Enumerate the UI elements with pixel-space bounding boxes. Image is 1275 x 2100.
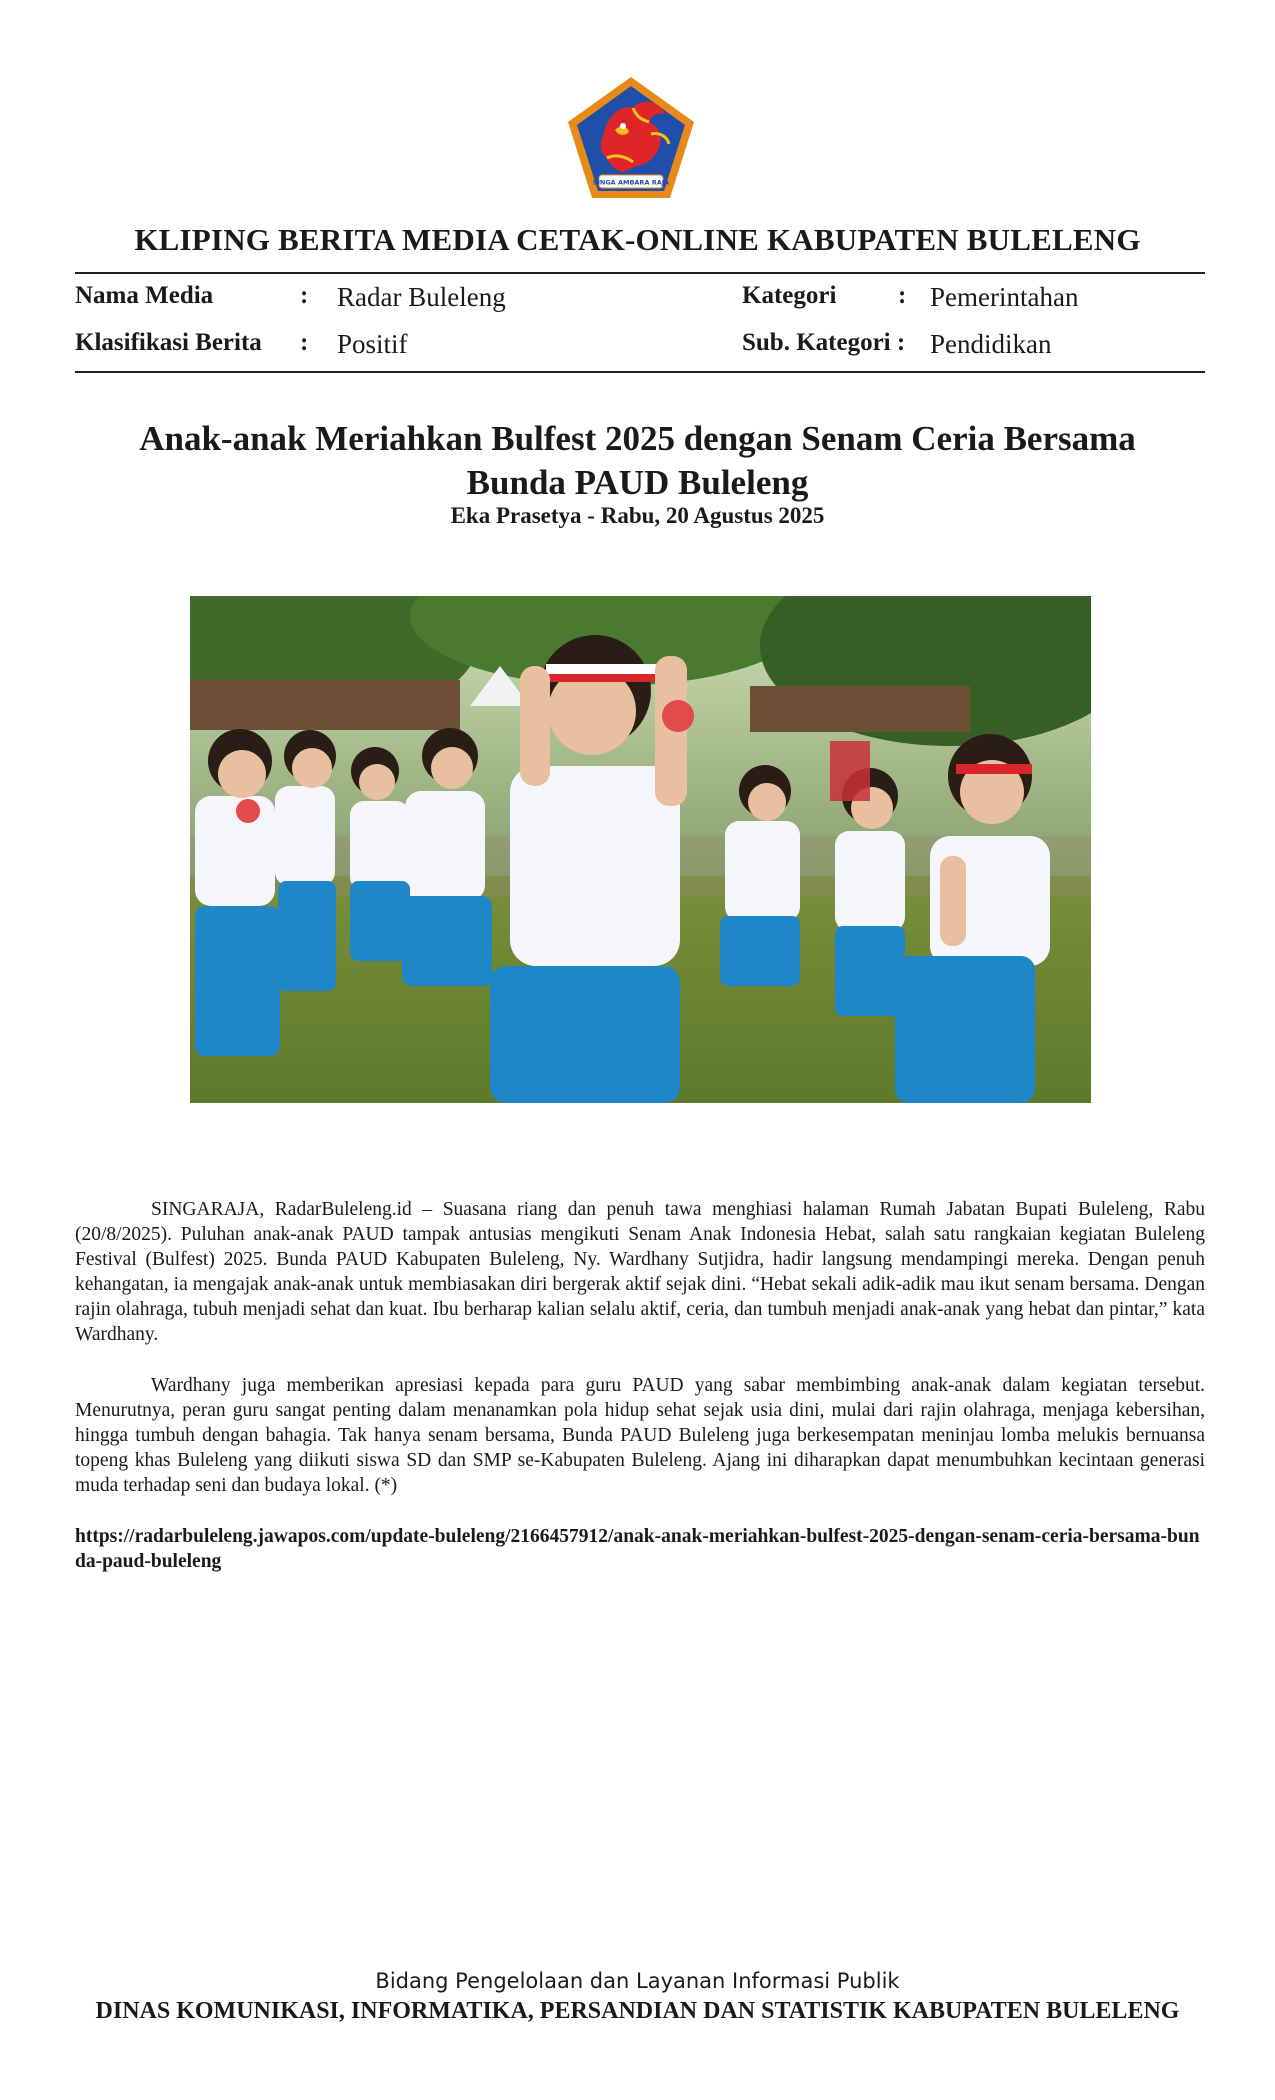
klasifikasi-separator: : — [300, 329, 309, 356]
footer-department: Bidang Pengelolaan dan Layanan Informasi Publik — [375, 1969, 900, 1993]
article-photo — [190, 596, 1091, 1103]
paragraph-1-text: SINGARAJA, RadarBuleleng.id – Suasana riang dan penuh tawa menghiasi halaman Rumah Jabatan Bupati Buleleng, Rabu (20/8/2025). Puluhan anak-anak PAUD tampak antusias mengikuti Senam Anak Indonesia Hebat, salah satu rangkaian kegiatan Buleleng Festival (Bulfest) 2025. Bunda PAUD Kabupaten Buleleng, Ny. Wardhany Sutjidra, hadir langsung mendampingi mereka. Dengan penuh kehangatan, ia mengajak anak-anak untuk membiasakan diri bergerak aktif sejak dini. “Hebat sekali adik-adik mau ikut senam bersama. Dengan rajin olahraga, tubuh menjadi sehat dan kuat. Ibu berharap kalian selalu aktif, ceria, dan tumbuh menjadi anak-anak yang hebat dan pintar,” kata Wardhany. — [75, 1199, 1205, 1345]
article-title-line-2: Bunda PAUD Buleleng — [466, 463, 809, 502]
kategori-label: Kategori — [742, 282, 837, 309]
article-title-line-1: Anak-anak Meriahkan Bulfest 2025 dengan Senam Ceria Bersama — [139, 419, 1136, 458]
kategori-separator: : — [898, 282, 907, 309]
footer-agency: DINAS KOMUNIKASI, INFORMATIKA, PERSANDIAN DAN STATISTIK KABUPATEN BULELENG — [95, 1998, 1180, 2024]
media-value: Radar Buleleng — [337, 282, 506, 312]
top-divider — [75, 272, 1205, 274]
photo-illustration — [190, 596, 1091, 1103]
paragraph-2-text: Wardhany juga memberikan apresiasi kepada para guru PAUD yang sabar membimbing anak-anak dalam kegiatan tersebut. Menurutnya, peran guru sangat penting dalam menanamkan pola hidup sehat sejak usia dini, mulai dari rajin olahraga, menjaga kebersihan, hingga tumbuh dengan bahagia. Tak hanya senam bersama, Bunda PAUD Buleleng juga berkesempatan meninjau lomba melukis bernuansa topeng khas Buleleng yang diikuti siswa SD dan SMP se-Kabupaten Buleleng. Ajang ini diharapkan dapat menumbuhkan kecintaan generasi muda terhadap seni dan budaya lokal. (*) — [75, 1375, 1205, 1496]
meta-divider — [75, 371, 1205, 373]
buleleng-emblem-logo — [563, 74, 699, 202]
emblem-caption: SINGA AMBARA RAJA — [592, 178, 670, 187]
article-byline: Eka Prasetya - Rabu, 20 Agustus 2025 — [450, 503, 825, 528]
kategori-value: Pemerintahan — [930, 282, 1079, 312]
article-title — [100, 417, 1175, 505]
subkategori-value: Pendidikan — [930, 329, 1052, 359]
article-paragraph-2 — [75, 1373, 1205, 1498]
document-title: KLIPING BERITA MEDIA CETAK-ONLINE KABUPATEN BULELENG — [134, 222, 1141, 257]
article-paragraph-1 — [75, 1197, 1205, 1347]
media-separator: : — [300, 282, 309, 309]
subkategori-label: Sub. Kategori : — [742, 329, 906, 356]
klasifikasi-label: Klasifikasi Berita — [75, 329, 262, 356]
source-url-link[interactable]: https://radarbuleleng.jawapos.com/update-buleleng/2166457912/anak-anak-meriahkan-bulfest-2025-dengan-senam-ceria-bersama-bunda-paud-buleleng — [75, 1526, 1200, 1572]
media-label: Nama Media — [75, 282, 214, 309]
klasifikasi-value: Positif — [337, 329, 408, 359]
